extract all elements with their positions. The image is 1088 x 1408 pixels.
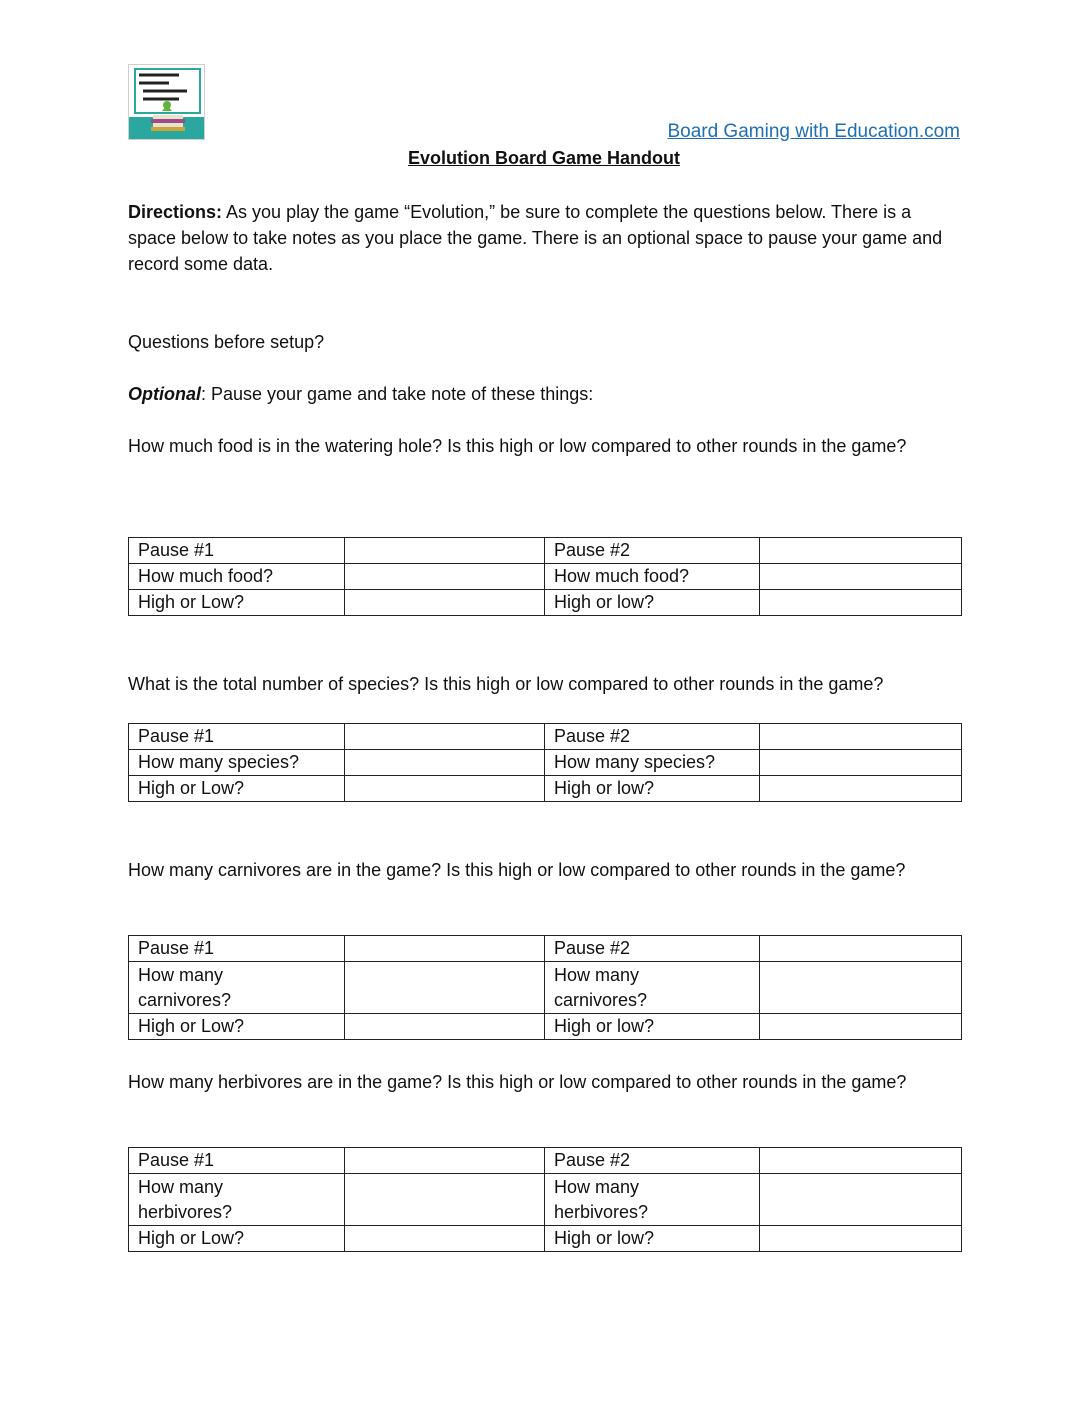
table-cell: High or Low? — [129, 1014, 345, 1040]
board-gaming-logo — [128, 64, 205, 140]
table-cell: Pause #1 — [129, 538, 345, 564]
table-species — [128, 723, 962, 802]
table-cell: How many carnivores? — [545, 962, 760, 1014]
table-cell: How many herbivores? — [129, 1174, 345, 1226]
table-carnivores — [128, 935, 962, 1040]
table-row — [129, 724, 962, 750]
table-cell: High or Low? — [129, 776, 345, 802]
optional-paragraph — [128, 381, 960, 407]
answer-cell[interactable] — [760, 1148, 962, 1174]
table-food — [128, 537, 962, 616]
table-row — [129, 750, 962, 776]
questions-before-setup: Questions before setup? — [128, 332, 325, 352]
answer-cell[interactable] — [345, 590, 545, 616]
table-cell: High or low? — [545, 1226, 760, 1252]
table-cell: Pause #2 — [545, 724, 760, 750]
table-cell: High or low? — [545, 590, 760, 616]
answer-cell[interactable] — [760, 564, 962, 590]
question-carnivores: How many carnivores are in the game? Is this high or low compared to other rounds in the game? — [128, 860, 906, 880]
answer-cell[interactable] — [760, 1014, 962, 1040]
answer-cell[interactable] — [345, 1226, 545, 1252]
table-row — [129, 1014, 962, 1040]
directions-paragraph — [128, 199, 960, 277]
answer-cell[interactable] — [760, 1226, 962, 1252]
answer-cell[interactable] — [760, 936, 962, 962]
page-title: Evolution Board Game Handout — [407, 148, 680, 168]
table-row — [129, 936, 962, 962]
answer-cell[interactable] — [345, 750, 545, 776]
site-link[interactable]: Board Gaming with Education.com — [667, 121, 960, 142]
question-species: What is the total number of species? Is this high or low compared to other rounds in the game? — [128, 674, 884, 694]
answer-cell[interactable] — [760, 538, 962, 564]
table-cell: Pause #2 — [545, 538, 760, 564]
table-herbivores — [128, 1147, 962, 1252]
answer-cell[interactable] — [345, 936, 545, 962]
table-cell: High or low? — [545, 776, 760, 802]
table-row — [129, 564, 962, 590]
answer-cell[interactable] — [345, 1014, 545, 1040]
answer-cell[interactable] — [760, 590, 962, 616]
table-cell: Pause #1 — [129, 724, 345, 750]
directions-label: Directions: — [128, 202, 223, 222]
optional-label: Optional — [128, 384, 201, 404]
table-cell: How much food? — [545, 564, 760, 590]
table-cell: High or low? — [545, 1014, 760, 1040]
table-row — [129, 538, 962, 564]
question-herbivores: How many herbivores are in the game? Is this high or low compared to other rounds in the game? — [128, 1072, 907, 1092]
table-row — [129, 962, 962, 1014]
answer-cell[interactable] — [760, 724, 962, 750]
table-cell: How many species? — [129, 750, 345, 776]
answer-cell[interactable] — [345, 1148, 545, 1174]
answer-cell[interactable] — [345, 1174, 545, 1226]
table-cell: How many species? — [545, 750, 760, 776]
answer-cell[interactable] — [345, 538, 545, 564]
answer-cell[interactable] — [760, 962, 962, 1014]
answer-cell[interactable] — [345, 564, 545, 590]
table-row — [129, 1174, 962, 1226]
table-cell: High or Low? — [129, 1226, 345, 1252]
table-cell: Pause #2 — [545, 936, 760, 962]
table-row — [129, 590, 962, 616]
table-cell: How many herbivores? — [545, 1174, 760, 1226]
answer-cell[interactable] — [345, 724, 545, 750]
table-cell: Pause #1 — [129, 1148, 345, 1174]
table-cell: How many carnivores? — [129, 962, 345, 1014]
question-food: How much food is in the watering hole? Is this high or low compared to other rounds in the game? — [128, 436, 907, 456]
table-cell: Pause #2 — [545, 1148, 760, 1174]
answer-cell[interactable] — [345, 962, 545, 1014]
table-cell: Pause #1 — [129, 936, 345, 962]
table-row — [129, 1226, 962, 1252]
answer-cell[interactable] — [760, 1174, 962, 1226]
directions-text: As you play the game “Evolution,” be sure to complete the questions below. There is a space below to take notes as you place the game. There is an optional space to pause your game and record some data. — [128, 202, 943, 274]
optional-text: : Pause your game and take note of these things: — [201, 384, 594, 404]
table-row — [129, 1148, 962, 1174]
table-cell: How much food? — [129, 564, 345, 590]
table-row — [129, 776, 962, 802]
answer-cell[interactable] — [760, 750, 962, 776]
answer-cell[interactable] — [760, 776, 962, 802]
table-cell: High or Low? — [129, 590, 345, 616]
answer-cell[interactable] — [345, 776, 545, 802]
